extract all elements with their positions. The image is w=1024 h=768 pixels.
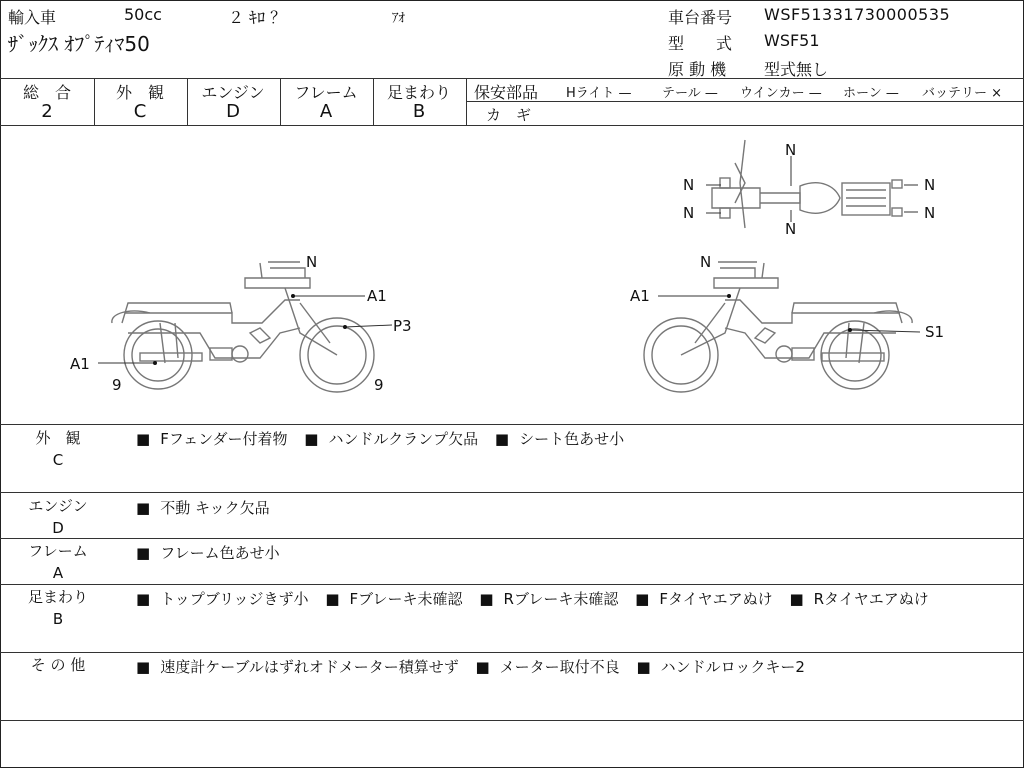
grade-label-overall: 総 合: [22, 83, 71, 102]
motorcycle-diagram: [0, 128, 1024, 424]
grade-value-exterior: C: [133, 101, 147, 122]
diagram-label-a1: A1: [630, 287, 650, 305]
grade-label-suspension: 足まわり: [386, 83, 451, 102]
displacement: 50cc: [124, 5, 162, 24]
key-item: カ ギ: [486, 106, 532, 124]
section-items-suspension: ■ トップブリッジきず小 ■ Fブレーキ未確認 ■ Rブレーキ未確認 ■ Fタイヤエアぬけ ■ Rタイヤエアぬけ: [136, 590, 929, 608]
section-title-suspension: 足まわり B: [27, 588, 88, 628]
divider: [0, 584, 1024, 585]
diagram-label-n: N: [924, 204, 936, 222]
frame-no: WSF51331730000535: [764, 5, 951, 24]
divider: [0, 652, 1024, 653]
divider: [0, 78, 1024, 79]
engine-label: 原 動 機: [668, 60, 727, 79]
divider: [0, 424, 1024, 425]
color: ｱｵ: [392, 11, 405, 26]
grade-label-frame: フレーム: [294, 83, 358, 102]
section-items-exterior: ■ Fフェンダー付着物 ■ ハンドルクランプ欠品 ■ シート色あせ小: [136, 430, 625, 448]
section-title-frame: フレーム A: [28, 542, 88, 582]
type-info: ２ ｷﾛ ？: [228, 8, 287, 27]
divider: [0, 720, 1024, 721]
diagram-label-n: N: [785, 220, 797, 238]
diagram-label-n: N: [785, 141, 797, 159]
section-title-engine: エンジン D: [28, 497, 88, 537]
safety-label: 保安部品: [474, 83, 539, 102]
diagram-label-n: N: [700, 253, 712, 271]
diagram-label-9: 9: [374, 376, 384, 394]
diagram-label-a1: A1: [70, 355, 90, 373]
section-items-other: ■ 速度計ケーブルはずれオドメーター積算せず ■ メーター取付不良 ■ ハンドルロックキー2: [136, 658, 805, 676]
model-label: 型 式: [668, 34, 733, 53]
section-items-engine: ■ 不動 キック欠品: [136, 499, 270, 517]
safety-item: ホーン —: [843, 86, 899, 101]
diagram-label-n: N: [924, 176, 936, 194]
diagram-label-9: 9: [112, 376, 122, 394]
vehicle-category: 輸入車: [8, 8, 57, 27]
grade-value-engine: D: [226, 101, 240, 122]
section-items-frame: ■ フレーム色あせ小: [136, 544, 280, 562]
left-side-bike: [112, 263, 374, 392]
grade-value-suspension: B: [412, 101, 426, 122]
diagram-label-p3: P3: [393, 317, 412, 335]
frame-no-label: 車台番号: [668, 8, 733, 27]
section-title-exterior: 外 観 C: [35, 429, 81, 469]
diagram-label-n: N: [306, 253, 318, 271]
diagram-label-n: N: [683, 176, 695, 194]
diagram-label-n: N: [683, 204, 695, 222]
safety-item: バッテリー ×: [922, 86, 1003, 101]
engine-value: 型式無し: [764, 60, 829, 79]
safety-item: ウインカー —: [740, 86, 822, 101]
grade-value-overall: 2: [41, 101, 53, 122]
model-code: WSF51: [764, 31, 820, 50]
safety-item: テール —: [662, 86, 718, 101]
grade-value-frame: A: [319, 101, 333, 122]
divider: [0, 538, 1024, 539]
grade-label-engine: エンジン: [201, 83, 265, 102]
leader-lines: [98, 156, 920, 363]
section-title-other: そ の 他: [30, 656, 86, 674]
grade-label-exterior: 外 観: [115, 83, 164, 102]
diagram-label-a1: A1: [367, 287, 387, 305]
top-view-bike: [712, 140, 902, 228]
divider: [466, 101, 1024, 102]
diagram-label-s1: S1: [925, 323, 945, 341]
divider: [0, 125, 1024, 126]
divider: [0, 492, 1024, 493]
safety-item: Hライト —: [566, 86, 632, 101]
model-name: ｻﾞｯｸｽ ｵﾌﾟﾃｨﾏ50: [8, 32, 150, 56]
right-side-bike: [644, 263, 912, 392]
divider: [466, 78, 467, 125]
